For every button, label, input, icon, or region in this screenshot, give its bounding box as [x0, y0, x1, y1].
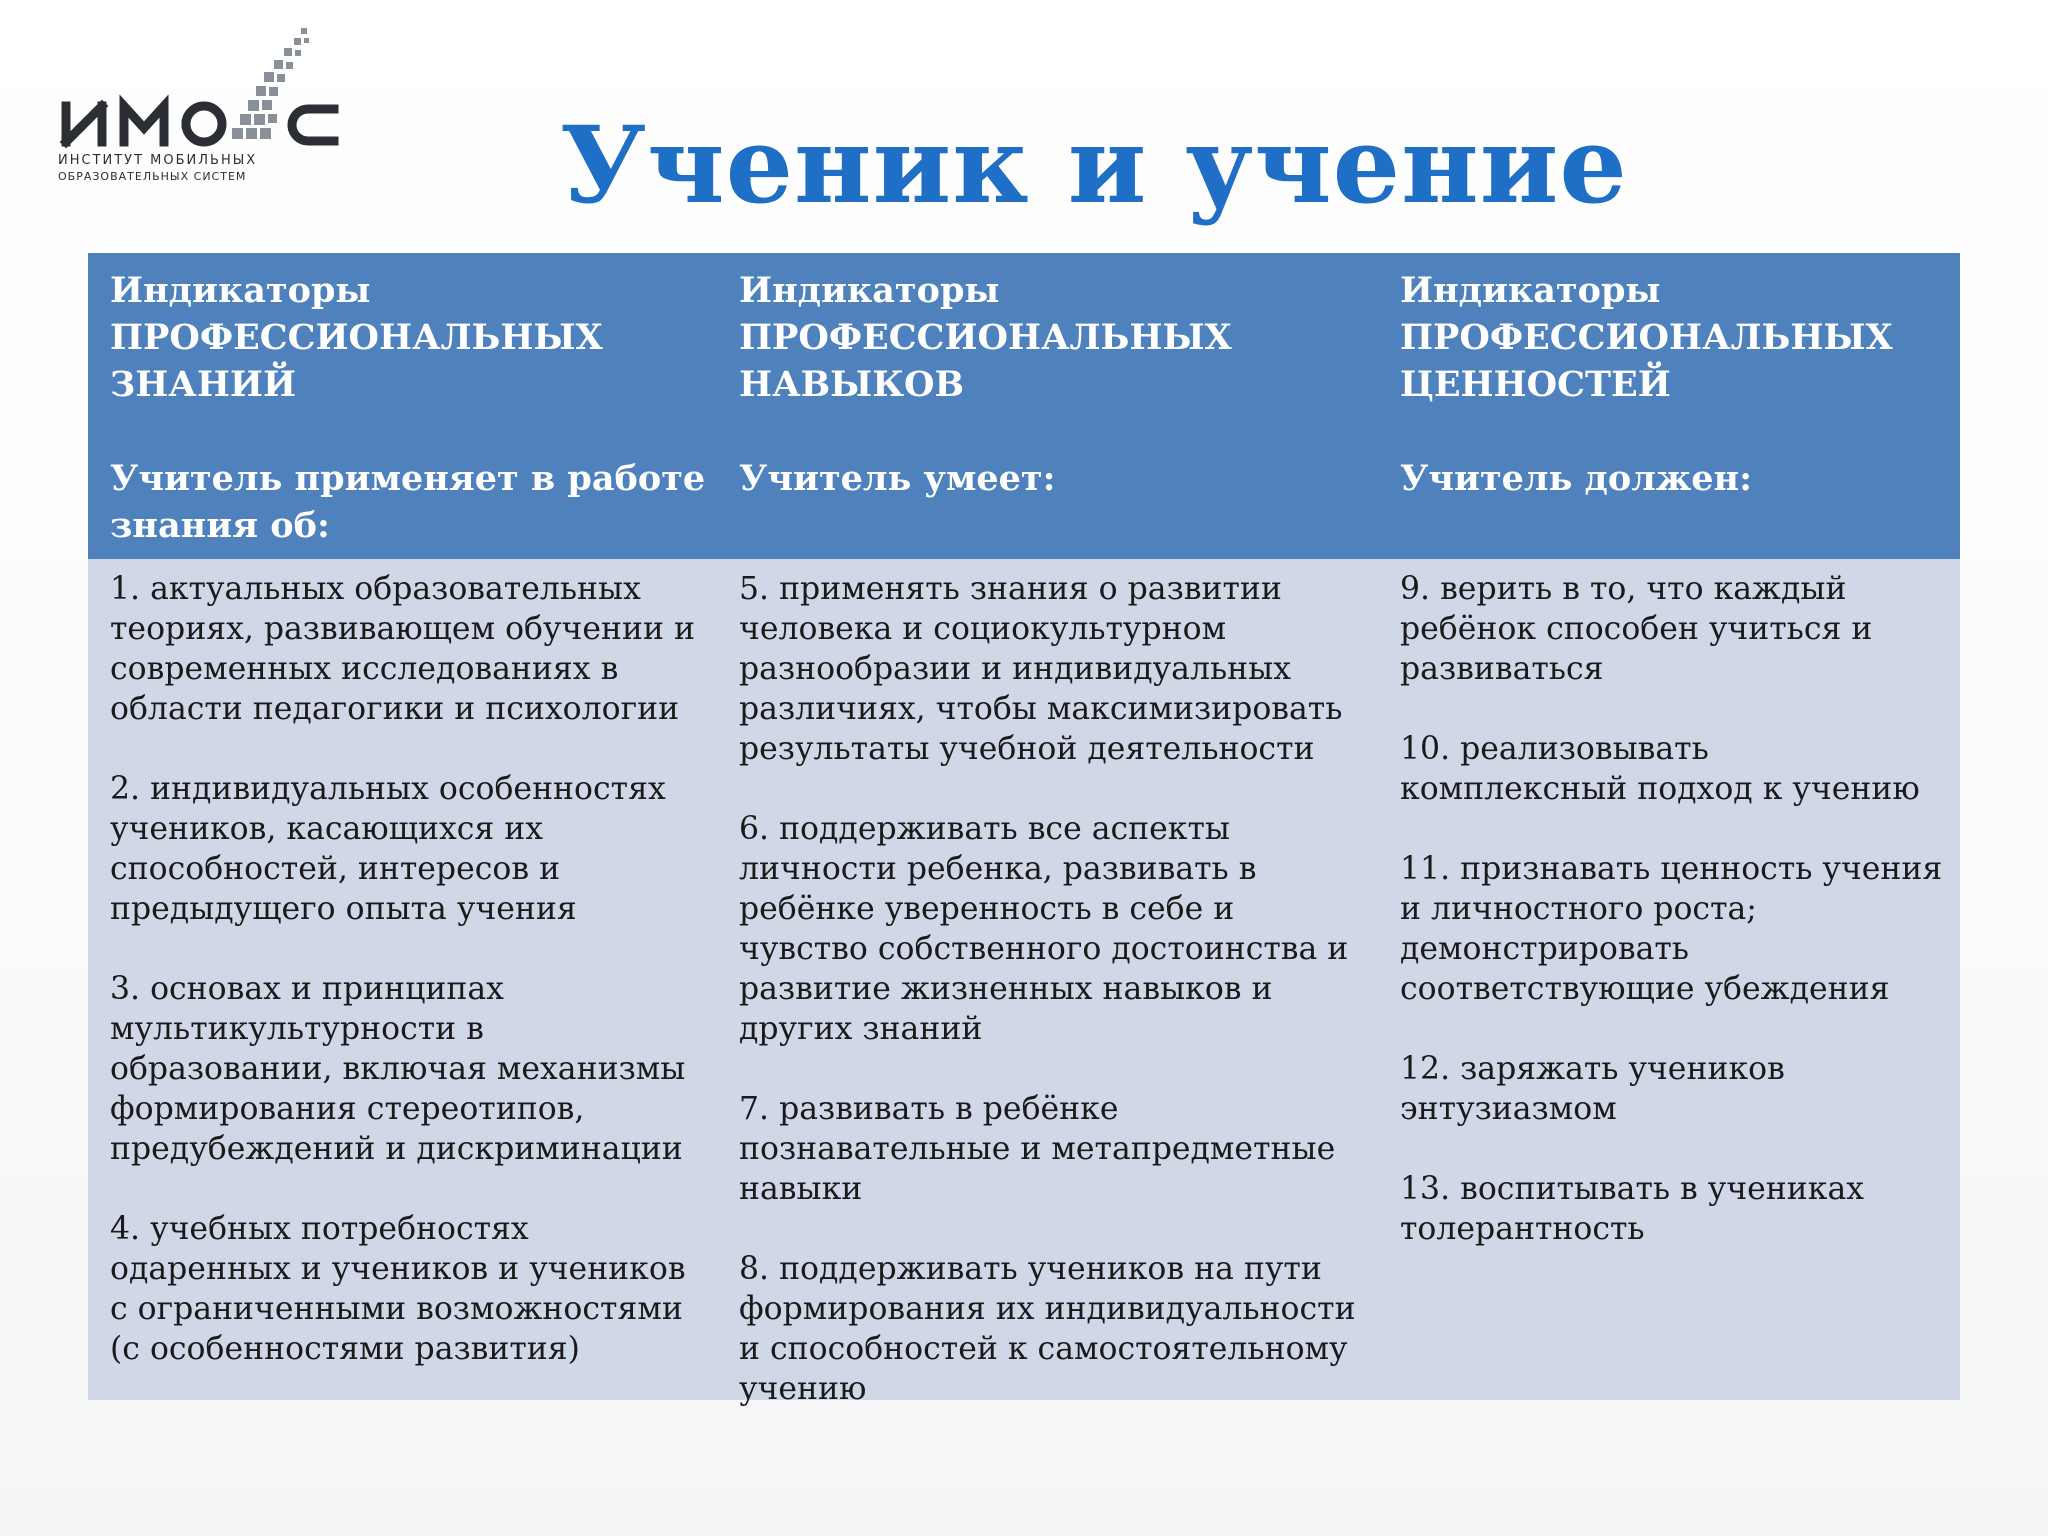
list-item: 12. заряжать учеников энтузиазмом	[1400, 1051, 1785, 1127]
list-item: 3. основах и принципах мультикультурности в образовании, включая механизмы формирования стереотипов, предубеждений и дискриминации	[110, 971, 686, 1167]
header-title: Индикаторы ПРОФЕССИОНАЛЬНЫХ ЗНАНИЙ	[110, 270, 603, 405]
header-subtitle: Учитель применяет в работе знания об:	[110, 458, 706, 546]
header-title: Индикаторы ПРОФЕССИОНАЛЬНЫХ НАВЫКОВ	[739, 270, 1232, 405]
imos-logo	[58, 24, 348, 189]
body-col-skills	[739, 569, 1369, 1449]
list-item: 7. развивать в ребёнке познавательные и метапредметные навыки	[739, 1091, 1336, 1207]
body-col-knowledge	[110, 569, 708, 1409]
header-subtitle: Учитель умеет:	[739, 458, 1056, 499]
list-item: 6. поддерживать все аспекты личности ребенка, развивать в ребёнке уверенность в себе и чувство собственного достоинства и развитие жизненных навыков и других знаний	[739, 811, 1349, 1047]
list-item: 1. актуальных образовательных теориях, развивающем обучении и современных исследованиях в области педагогики и психологии	[110, 571, 696, 727]
list-item: 5. применять знания о развитии человека и социокультурном разнообразии и индивидуальных различиях, чтобы максимизировать результаты учебной деятельности	[739, 571, 1343, 767]
svg-text:ОБРАЗОВАТЕЛЬНЫХ СИСТЕМ: ОБРАЗОВАТЕЛЬНЫХ СИСТЕМ	[58, 170, 247, 183]
header-title: Индикаторы ПРОФЕССИОНАЛЬНЫХ ЦЕННОСТЕЙ	[1400, 270, 1893, 405]
list-item: 10. реализовывать комплексный подход к учению	[1400, 731, 1920, 807]
header-subtitle: Учитель должен:	[1400, 458, 1753, 499]
logo-squares-icon	[232, 28, 309, 139]
list-item: 9. верить в то, что каждый ребёнок способен учиться и развиваться	[1400, 571, 1873, 687]
table-header	[88, 253, 1960, 559]
list-item: 13. воспитывать в учениках толерантность	[1400, 1171, 1865, 1247]
indicators-table	[88, 253, 1960, 1407]
svg-text:ИНСТИТУТ МОБИЛЬНЫХ: ИНСТИТУТ МОБИЛЬНЫХ	[58, 153, 258, 168]
logo-letters	[66, 106, 334, 142]
list-item: 11. признавать ценность учения и личностного роста; демонстрировать соответствующие убеждения	[1400, 851, 1943, 1007]
list-item: 4. учебных потребностях одаренных и учеников и учеников с ограниченными возможностями (с особенностями развития)	[110, 1211, 686, 1367]
list-item: 2. индивидуальных особенностях учеников, касающихся их способностей, интересов и предыдущего опыта учения	[110, 771, 666, 927]
page-title: Ученик и учение	[560, 102, 1628, 227]
body-col-values	[1400, 569, 1945, 1289]
list-item: 8. поддерживать учеников на пути формирования их индивидуальности и способностей к самостоятельному учению	[739, 1251, 1356, 1407]
